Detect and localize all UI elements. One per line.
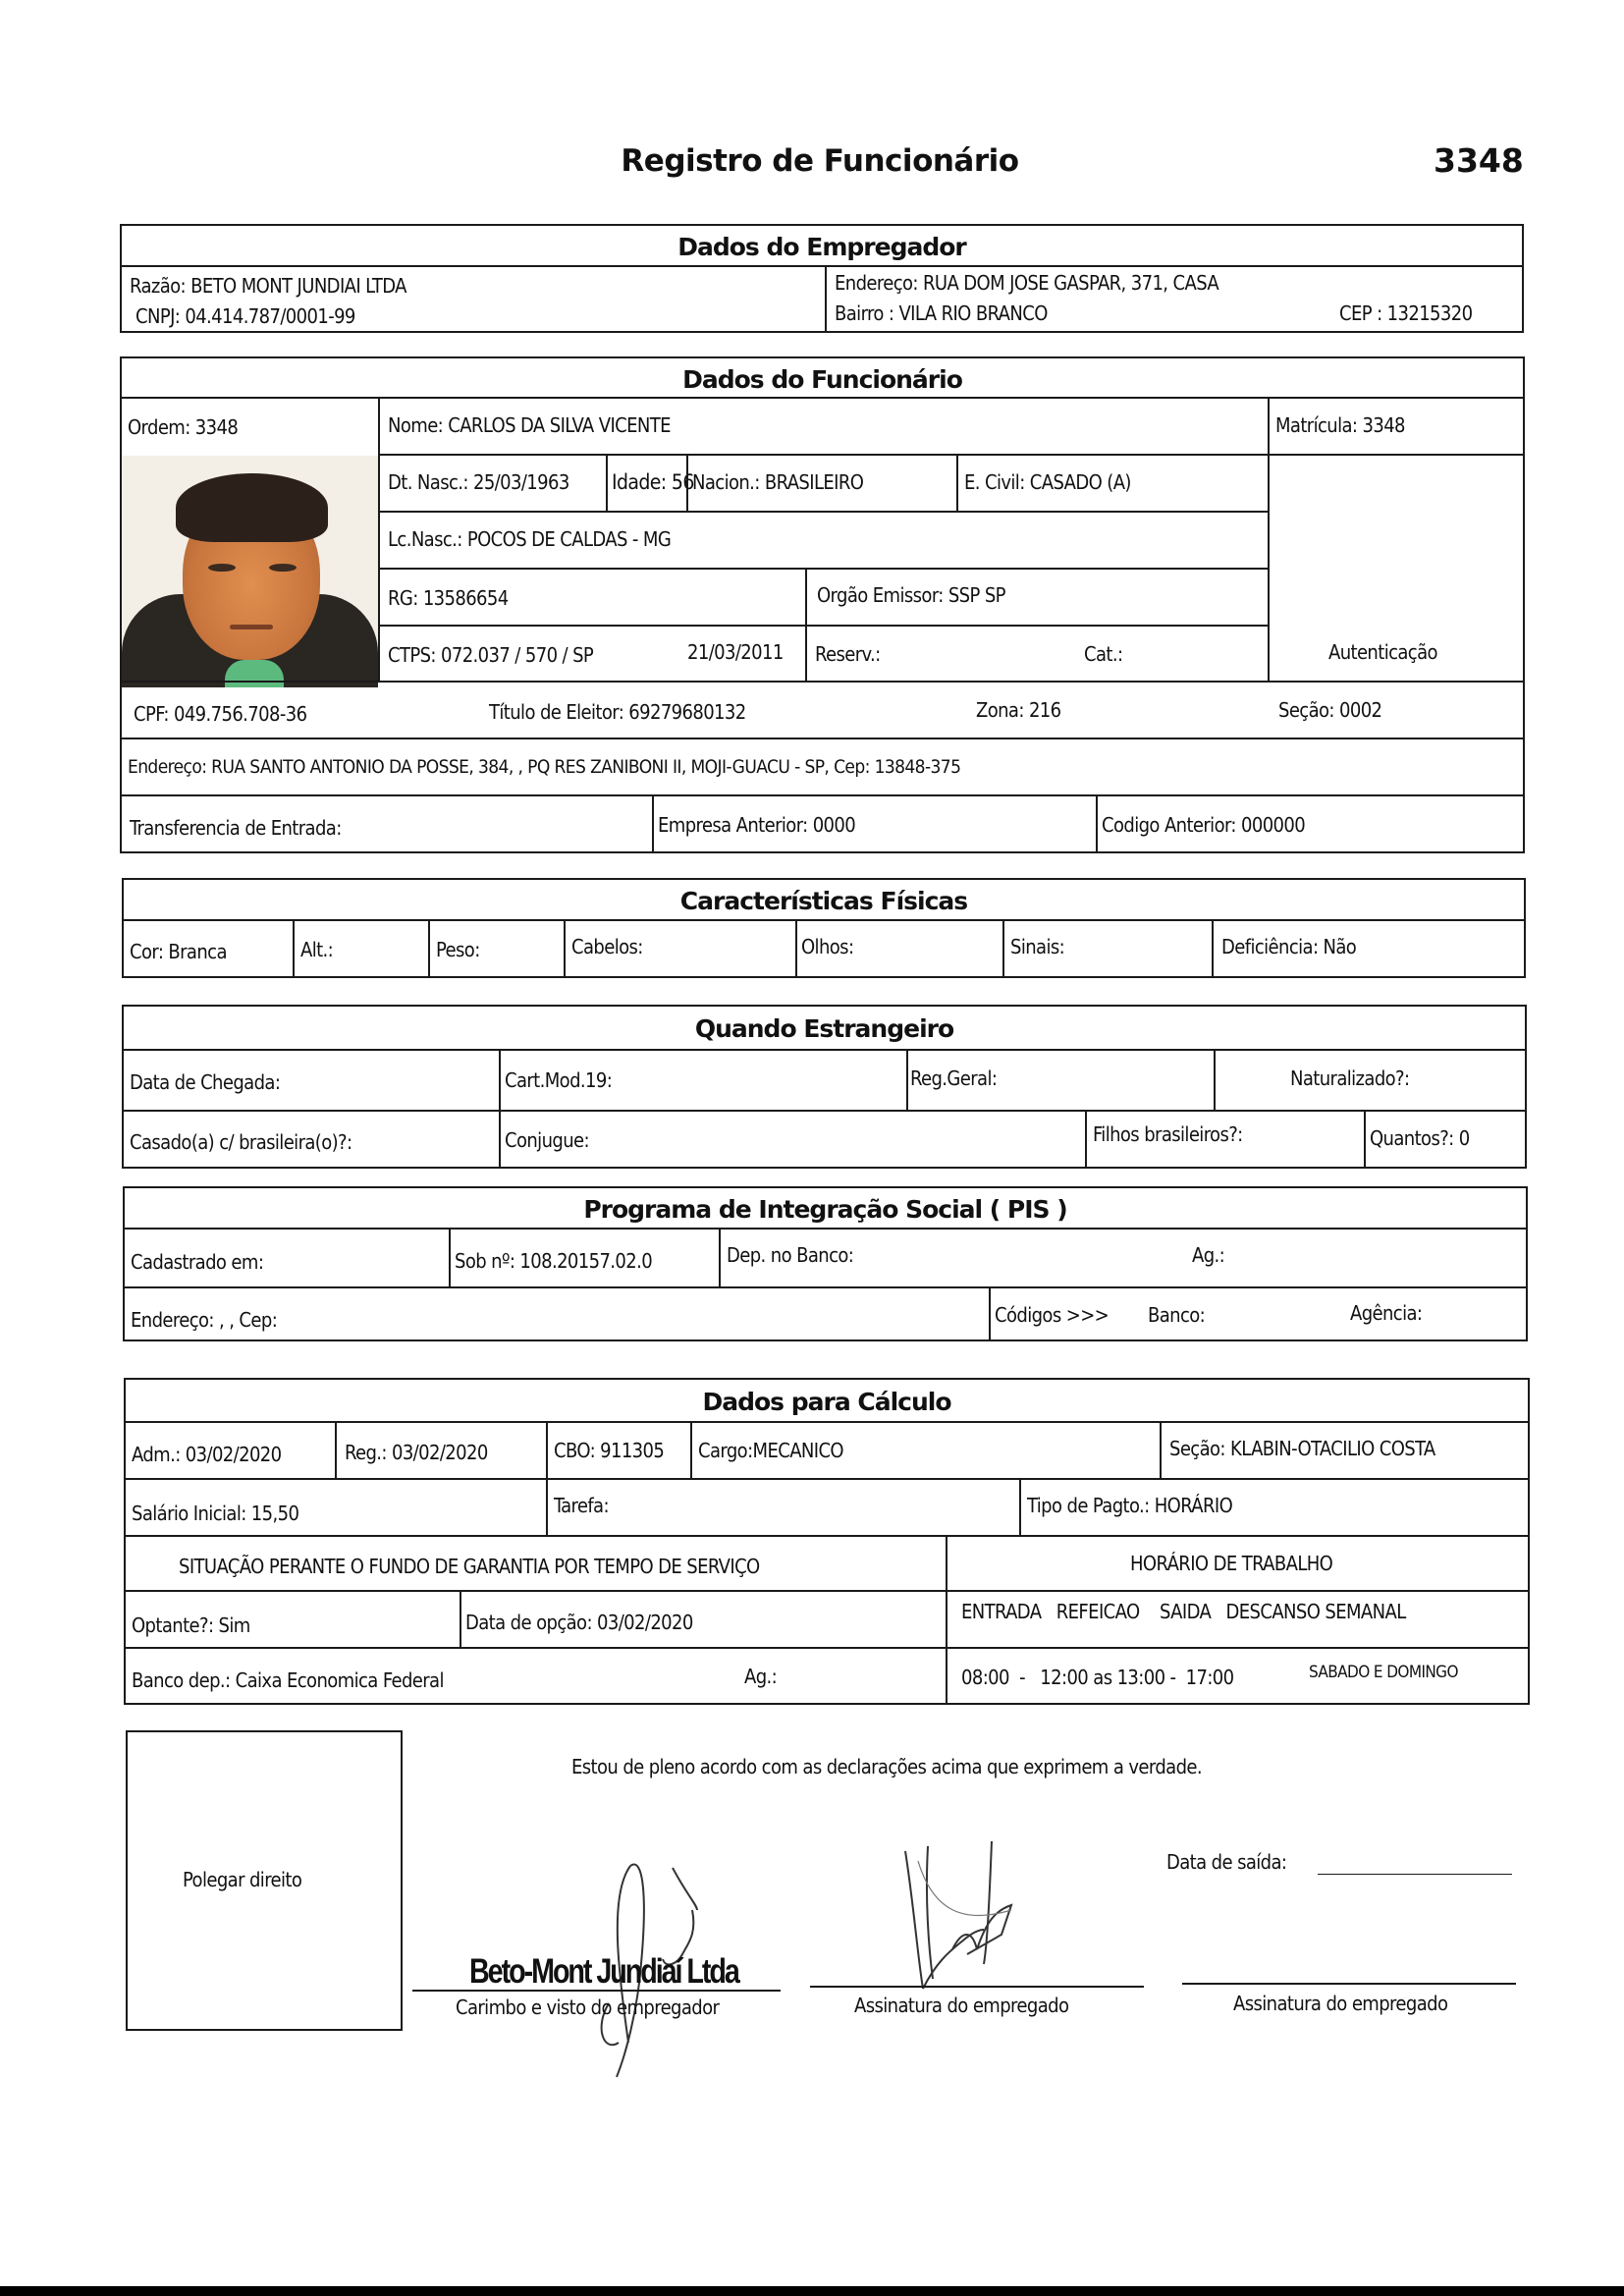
cpf-field: CPF: 049.756.708-36 (134, 702, 307, 726)
employer-bairro: Bairro : VILA RIO BRANCO (835, 301, 1048, 325)
employee-section (120, 356, 1525, 853)
salario-cell (126, 1478, 546, 1535)
secao-field: Seção: 0002 (1278, 698, 1382, 722)
employer-cep: CEP : 13215320 (1339, 301, 1473, 325)
cadastrado-field: Cadastrado em: (131, 1250, 264, 1274)
banco-dep-ag-field: Ag.: (744, 1665, 778, 1688)
dep-banco-field: Dep. no Banco: (727, 1243, 854, 1267)
naturalizado-field: Naturalizado?: (1290, 1066, 1410, 1090)
employee-signature-icon (893, 1841, 1021, 1998)
ordem-field: Ordem: 3348 (128, 415, 239, 439)
data-chegada-cell (124, 1049, 499, 1110)
adm-field: Adm.: 03/02/2020 (132, 1443, 282, 1466)
transferencia-cell (122, 794, 652, 853)
reg-geral-cell (906, 1049, 1214, 1110)
employee-address-field: Endereço: RUA SANTO ANTONIO DA POSSE, 384, , PQ RES ZANIBONI II, MOJI-GUACU - SP, Cep: 13848-375 (128, 756, 961, 778)
cadastrado-cell (125, 1228, 449, 1286)
codigo-anterior-cell (1096, 794, 1525, 853)
calculation-section-header: Dados para Cálculo (702, 1388, 951, 1416)
employee-signature-label-2: Assinatura do empregado (1233, 1992, 1448, 2015)
physical-section (122, 878, 1526, 978)
peso-field: Peso: (436, 938, 480, 961)
declaration-text: Estou de pleno acordo com as declarações acima que exprimem a verdade. (571, 1755, 1203, 1778)
physical-section-header: Características Físicas (679, 887, 968, 915)
employer-signature-line (412, 1990, 781, 1992)
cor-field: Cor: Branca (130, 940, 227, 963)
employee-signature-line-1 (810, 1986, 1144, 1988)
sob-no-cell (449, 1228, 719, 1286)
autenticacao-cell (1268, 454, 1525, 681)
local-nasc-cell (378, 511, 1268, 568)
descanso-value: SABADO E DOMINGO (1309, 1663, 1458, 1682)
sob-no-field: Sob nº: 108.20157.02.0 (455, 1249, 653, 1273)
transferencia-field: Transferencia de Entrada: (130, 816, 342, 840)
thumbprint-label: Polegar direito (183, 1868, 302, 1891)
foreigner-section-header: Quando Estrangeiro (694, 1014, 954, 1043)
reg-geral-field: Reg.Geral: (910, 1066, 998, 1090)
employee-signature-label-1: Assinatura do empregado (854, 1994, 1069, 2017)
olhos-field: Olhos: (801, 935, 854, 958)
quantos-cell (1364, 1110, 1527, 1169)
ctps-cell (378, 625, 805, 682)
employer-razao: Razão: BETO MONT JUNDIAI LTDA (130, 274, 406, 298)
calc-secao-cell (1160, 1421, 1530, 1478)
optante-cell (126, 1590, 460, 1647)
calc-secao-field: Seção: KLABIN-OTACILIO COSTA (1169, 1437, 1435, 1460)
peso-cell (428, 919, 564, 978)
employer-signature-label: Carimbo e visto do empregador (456, 1995, 720, 2019)
employer-left-cell (122, 265, 825, 333)
autenticacao-label: Autenticação (1328, 640, 1437, 664)
employer-right-cell (825, 265, 1524, 333)
nome-field: Nome: CARLOS DA SILVA VICENTE (388, 413, 671, 437)
horario-columns: ENTRADA REFEICAO SAIDA DESCANSO SEMANAL (961, 1600, 1406, 1623)
adm-cell (126, 1421, 335, 1478)
filhos-field: Filhos brasileiros?: (1093, 1122, 1243, 1146)
ctps-field: CTPS: 072.037 / 570 / SP (388, 643, 594, 667)
local-nasc-field: Lc.Nasc.: POCOS DE CALDAS - MG (388, 527, 672, 551)
ordem-cell (122, 397, 378, 454)
fgts-header-cell (126, 1535, 946, 1590)
deficiencia-cell (1212, 919, 1526, 978)
dep-banco-cell (719, 1228, 1528, 1286)
employer-section (120, 224, 1524, 333)
scan-border-bar (0, 2286, 1624, 2296)
employer-cnpj: CNPJ: 04.414.787/0001-99 (135, 304, 355, 328)
horario-header: HORÁRIO DE TRABALHO (1130, 1552, 1333, 1575)
data-opcao-cell (460, 1590, 946, 1647)
codigos-label: Códigos >>> (995, 1303, 1110, 1327)
orgao-emissor-field: Orgão Emissor: SSP SP (817, 583, 1005, 607)
filhos-cell (1085, 1110, 1364, 1169)
employee-address-row (122, 738, 1525, 794)
fgts-header: SITUAÇÃO PERANTE O FUNDO DE GARANTIA POR TEMPO DE SERVIÇO (179, 1555, 760, 1578)
conjugue-field: Conjugue: (505, 1128, 589, 1152)
employee-signature-line-2 (1182, 1983, 1516, 1985)
orgao-emissor-cell (805, 568, 1268, 625)
data-saida-line (1318, 1874, 1512, 1875)
pis-agencia-field: Agência: (1350, 1301, 1423, 1325)
tarefa-cell (546, 1478, 1019, 1535)
empresa-anterior-field: Empresa Anterior: 0000 (658, 813, 856, 837)
casado-brasileira-cell (124, 1110, 499, 1169)
calculation-section (124, 1378, 1530, 1705)
employee-section-header: Dados do Funcionário (682, 365, 962, 394)
alt-field: Alt.: (300, 938, 334, 961)
cor-cell (124, 919, 293, 978)
horario-header-cell (946, 1535, 1530, 1590)
documents-row (122, 681, 1525, 738)
empresa-anterior-cell (652, 794, 1096, 853)
photo-hair (176, 473, 328, 542)
tipo-pagto-cell (1019, 1478, 1530, 1535)
codigos-cell (989, 1286, 1528, 1341)
cabelos-cell (564, 919, 795, 978)
document-number: 3348 (1434, 141, 1524, 180)
pis-section-header: Programa de Integração Social ( PIS ) (583, 1195, 1067, 1224)
idade-cell (606, 454, 694, 511)
cargo-cell (690, 1421, 1160, 1478)
codigo-anterior-field: Codigo Anterior: 000000 (1102, 813, 1306, 837)
employee-photo (122, 456, 378, 687)
optante-field: Optante?: Sim (132, 1613, 250, 1637)
rg-field: RG: 13586654 (388, 586, 509, 610)
company-stamp: Beto-Mont Jundiaí Ltda (469, 1952, 738, 1991)
ctps-date: 21/03/2011 (687, 640, 784, 664)
pis-section (123, 1186, 1528, 1341)
reserv-field: Reserv.: (815, 642, 881, 666)
pis-endereco-field: Endereço: , , Cep: (131, 1308, 278, 1332)
estado-civil-field: E. Civil: CASADO (A) (964, 470, 1131, 494)
nacionalidade-field: Nacion.: BRASILEIRO (692, 470, 864, 494)
quantos-field: Quantos?: 0 (1370, 1126, 1470, 1150)
olhos-cell (795, 919, 1002, 978)
data-chegada-field: Data de Chegada: (130, 1070, 281, 1094)
matricula-field: Matrícula: 3348 (1275, 413, 1405, 437)
cat-field: Cat.: (1084, 642, 1123, 666)
sinais-field: Sinais: (1010, 935, 1065, 958)
pis-ag-field: Ag.: (1192, 1243, 1225, 1267)
idade-field: Idade: 56 (612, 470, 694, 494)
banco-dep-cell (126, 1647, 946, 1705)
estado-civil-cell (956, 454, 1268, 511)
employer-section-header: Dados do Empregador (677, 233, 966, 261)
dt-nasc-field: Dt. Nasc.: 25/03/1963 (388, 470, 569, 494)
pis-banco-field: Banco: (1148, 1303, 1206, 1327)
foreigner-section (122, 1005, 1527, 1169)
naturalizado-cell (1214, 1049, 1527, 1110)
nacionalidade-cell (686, 454, 956, 511)
pis-endereco-cell (125, 1286, 989, 1341)
zona-field: Zona: 216 (976, 698, 1061, 722)
banco-dep-field: Banco dep.: Caixa Economica Federal (132, 1668, 444, 1692)
casado-brasileira-field: Casado(a) c/ brasileira(o)?: (130, 1130, 352, 1154)
matricula-cell (1268, 397, 1525, 454)
photo-eye-right (269, 564, 297, 572)
deficiencia-field: Deficiência: Não (1221, 935, 1357, 958)
thumbprint-box (126, 1730, 403, 2031)
reg-cell (335, 1421, 546, 1478)
nome-cell (378, 397, 1268, 454)
cart-mod-field: Cart.Mod.19: (505, 1068, 613, 1092)
rg-cell (378, 568, 805, 625)
data-saida-label: Data de saída: (1166, 1850, 1287, 1874)
photo-eye-left (208, 564, 236, 572)
dt-nasc-cell (378, 454, 606, 511)
horario-values: 08:00 - 12:00 as 13:00 - 17:00 (961, 1666, 1234, 1689)
conjugue-cell (499, 1110, 1085, 1169)
data-opcao-field: Data de opção: 03/02/2020 (465, 1611, 693, 1634)
sinais-cell (1002, 919, 1212, 978)
reserv-cell (805, 625, 1268, 682)
horario-values-cell (946, 1647, 1530, 1705)
cargo-field: Cargo:MECANICO (698, 1439, 843, 1462)
employer-address: Endereço: RUA DOM JOSE GASPAR, 371, CASA (835, 271, 1219, 295)
alt-cell (293, 919, 428, 978)
titulo-eleitor-field: Título de Eleitor: 69279680132 (489, 700, 746, 724)
cabelos-field: Cabelos: (571, 935, 643, 958)
tarefa-field: Tarefa: (554, 1494, 609, 1517)
reg-field: Reg.: 03/02/2020 (345, 1441, 488, 1464)
cbo-cell (546, 1421, 690, 1478)
page-title: Registro de Funcionário (621, 143, 1019, 179)
photo-mouth (230, 625, 273, 629)
cart-mod-cell (499, 1049, 906, 1110)
tipo-pagto-field: Tipo de Pagto.: HORÁRIO (1027, 1494, 1233, 1517)
horario-cols-cell (946, 1590, 1530, 1647)
salario-field: Salário Inicial: 15,50 (132, 1502, 299, 1525)
cbo-field: CBO: 911305 (554, 1439, 665, 1462)
